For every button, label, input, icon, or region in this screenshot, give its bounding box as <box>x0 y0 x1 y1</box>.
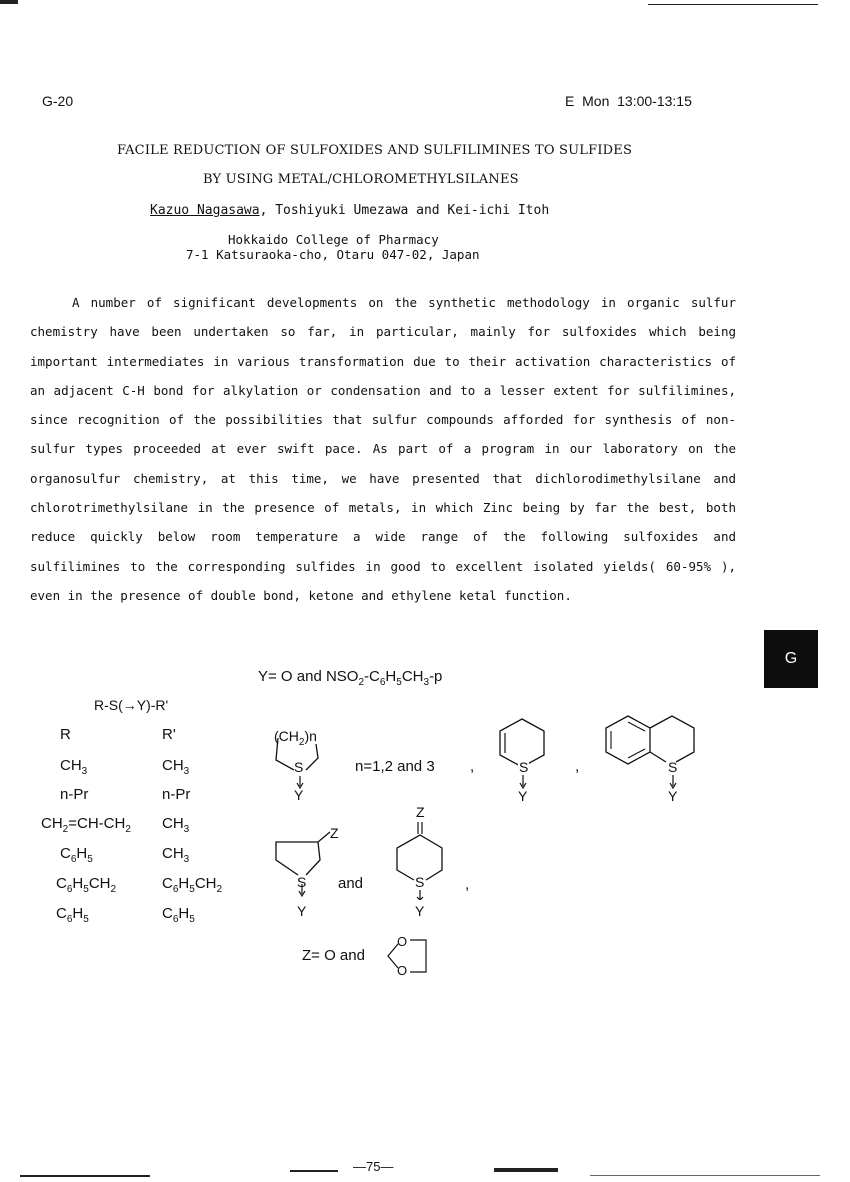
separator-comma: , <box>465 876 470 893</box>
separator-comma: , <box>470 758 475 775</box>
y-def-sub: 6 <box>379 677 386 688</box>
ring-group-label: $(CH_2)n$ <box>274 728 317 748</box>
general-formula: R-S(→Y)-R' <box>94 697 169 713</box>
oxygen-atom: O <box>397 963 408 978</box>
co-authors: , Toshiyuki Umezawa and Kei-ichi Itoh <box>259 203 550 218</box>
paper-title-line-2: BY USING METAL/CHLOROMETHYLSILANES <box>203 172 519 187</box>
y-def-text: CH <box>401 668 424 685</box>
sulfur-atom: S <box>297 874 307 890</box>
s-to-y-arrow <box>668 775 678 789</box>
sulfur-atom: S <box>519 759 529 775</box>
y-atom: Y <box>297 903 307 919</box>
separator-comma: , <box>575 758 580 775</box>
z-atom: Z <box>330 825 339 841</box>
paper-title-line-1: FACILE REDUCTION OF SULFOXIDES AND SULFILIMINES TO SULFIDES <box>117 143 633 158</box>
sulfur-atom: S <box>294 759 304 775</box>
y-atom: Y <box>518 788 528 804</box>
n-values: n=1,2 and 3 <box>355 758 435 775</box>
y-def-text: H <box>385 668 397 685</box>
substituent-r-prime: $C_6H_5CH_2$ <box>162 875 223 895</box>
session-time: E Mon 13:00-13:15 <box>565 93 692 109</box>
scan-mark-top-left <box>0 0 18 4</box>
substituent-r-prime: $CH_3$ <box>162 757 190 777</box>
oxygen-atom: O <box>397 934 408 949</box>
substituent-r: $C_6H_5$ <box>56 905 89 925</box>
y-atom: Y <box>668 788 678 804</box>
substituent-r-prime: $CH_3$ <box>162 815 190 835</box>
y-def-text: -C <box>364 668 380 685</box>
y-def-sub: 2 <box>358 677 365 688</box>
ethylene-ketal-structure <box>384 934 434 980</box>
column-header-r: R <box>60 726 71 743</box>
s-to-y-arrow <box>518 775 528 789</box>
y-atom: Y <box>415 903 425 919</box>
sulfur-atom: S <box>415 874 425 890</box>
z-definition: Z= O and <box>302 947 365 964</box>
author-list <box>150 203 549 218</box>
section-tab: G <box>764 630 818 688</box>
session-code: G-20 <box>42 93 74 109</box>
scan-line-bottom-left <box>20 1175 150 1177</box>
abstract-text: A number of significant developments on the synthetic methodology in organic sulfur chemistry have been undertaken so far, in particular, mainly for sulfoxides which being important intermediates in various transformation due to their activation characteristics of an adjacent C-H bond for alkylation or condensation and to a lesser extent for sulfilimines, since recognition of the possibilities that sulfur compounds afforded for synthesis of non-sulfur types proceeded at ever swift pace. As part of a program in our laboratory on the organosulfur chemistry, at this time, we have presented that dichlorodimethylsilane and chlorotrimethylsilane in the presence of metals, in which Zinc being by far the best, both reduce quickly below room temperature a wide range of the following sulfoxides and sulfilimines to the corresponding sulfides in good to excellent isolated yields( 60-95% ), even in the presence of double bond, ketone and ethylene ketal function. <box>30 295 736 603</box>
column-header-r-prime: R' <box>162 726 176 743</box>
presenting-author: Kazuo Nagasawa <box>150 203 260 218</box>
scan-line-top-right <box>648 4 818 5</box>
substituent-r: $C_6H_5CH_2$ <box>56 875 117 895</box>
affiliation-address: 7-1 Katsuraoka-cho, Otaru 047-02, Japan <box>186 247 480 262</box>
substituent-r-prime: $C_6H_5$ <box>162 905 195 925</box>
substituent-r: n-Pr <box>60 786 89 803</box>
thiochroman-structure <box>600 712 700 774</box>
substituent-r: $C_6H_5$ <box>60 845 93 865</box>
page-number: —75— <box>353 1159 394 1174</box>
substituent-r-prime: $CH_3$ <box>162 845 190 865</box>
y-def-sub: 3 <box>423 677 430 688</box>
affiliation-institution: Hokkaido College of Pharmacy <box>228 232 439 247</box>
and-label: and <box>338 875 364 892</box>
substituent-r-prime: n-Pr <box>162 786 191 803</box>
z-atom: Z <box>416 804 425 820</box>
y-def-sub: 5 <box>396 677 402 688</box>
y-definition <box>258 668 442 688</box>
scan-line-bottom-right <box>494 1168 558 1172</box>
substituent-r: $CH_2=CH-CH_2$ <box>41 815 131 835</box>
scan-line-bottom-mid <box>290 1170 338 1172</box>
y-def-text: -p <box>429 668 443 685</box>
sulfur-atom: S <box>668 759 678 775</box>
y-atom: Y <box>294 787 304 803</box>
y-def-text: Y= O and NSO <box>258 668 359 685</box>
substituent-r: $CH_3$ <box>60 757 88 777</box>
scan-line-bottom-far-right <box>590 1175 820 1176</box>
